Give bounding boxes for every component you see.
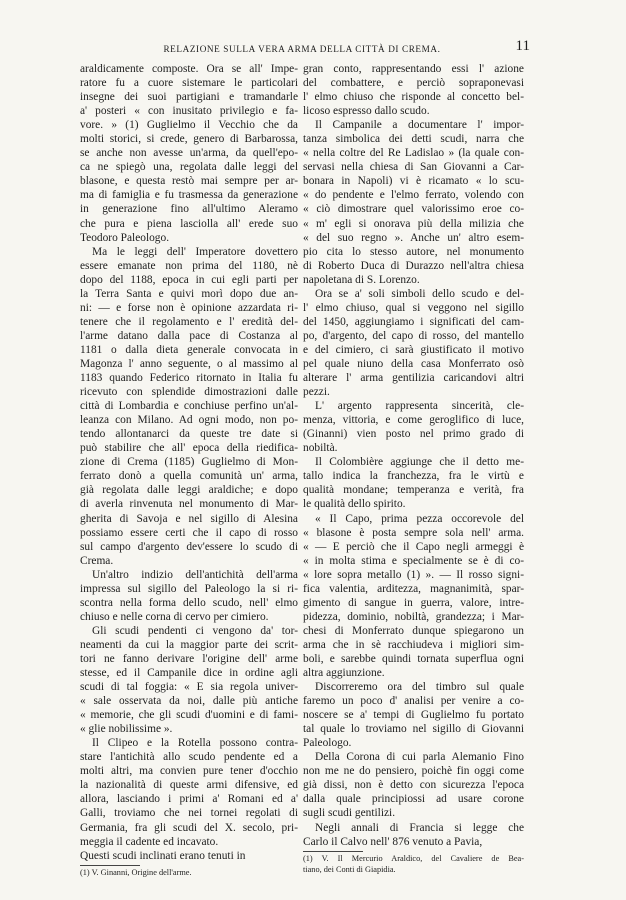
text-line: Il Colombière aggiunge che il detto me- (315, 456, 524, 469)
text-line: licoso espresso dallo scudo. (303, 105, 430, 118)
text-line: scudi di tal foggia: « E sia regola univer- (80, 681, 298, 694)
text-line: vore. » (1) Guglielmo il Vecchio che da (80, 119, 298, 132)
text-line: pidezza, dominio, nobiltà, grandezza; i Mar- (303, 610, 524, 623)
text-line: di averla rinvenuta nel monumento di Mar- (80, 498, 298, 511)
text-line: del 1450, aggiungiamo i significati del cam- (303, 315, 524, 328)
text-line: tendo allontanarci da queste tre date si (80, 428, 298, 441)
right-footnotes (303, 853, 524, 875)
text-line: (Ginanni) vien posto nel primo grado di (303, 428, 524, 441)
text-line: di Roberto Duca di Durazzo nell'altra chiesa (303, 259, 524, 272)
text-line: napoletana di S. Lorenzo. (303, 273, 420, 286)
text-line: Magonza l' anno seguente, o al massimo al (80, 357, 298, 370)
text-line: se anche non avesse un'arma, da quell'epo- (80, 147, 298, 160)
text-line: blasone, e questa restò mai sempre per ar- (80, 175, 298, 188)
text-line: Un'altro indizio dell'antichità dell'arma (92, 568, 298, 581)
text-line: 1181 o dalla dieta generale convocata in (80, 343, 298, 356)
text-line: pel quale niuno della casa Monferrato osò (303, 357, 524, 370)
text-line: arma che in sè racchiudeva i migliori sim- (303, 638, 524, 651)
text-line: altra aggiunzione. (303, 667, 385, 680)
text-line: « do pendente e l'elmo ferrato, volendo con (303, 189, 524, 202)
text-line: « Il Capo, prima pezza occorevole del (315, 512, 524, 525)
text-line: Teodoro Paleologo. (80, 231, 170, 244)
text-line: ni: — e forse non è opinione azzardata ri- (80, 301, 298, 314)
text-line: città di Lombardia e conchiuse perfino un'al- (80, 400, 298, 413)
text-line: Negli annali di Francia si legge che (315, 821, 524, 834)
text-line: già dissi, non è detto con sicurezza l'epoca (303, 779, 524, 792)
text-line: alterare l' arma gentilizia caricandovi altri (303, 372, 524, 385)
text-line: dalla quale principiossi ad usare corone (303, 793, 524, 806)
text-line: « in molta stima e specialmente se è di co- (303, 554, 524, 567)
text-line: tallo indica la franchezza, fra le virtù e (303, 470, 524, 483)
text-line: « nella coltre del Re Ladislao » (la quale con- (303, 147, 524, 160)
text-line: dopo del 1188, epoca in cui egli parti per (80, 273, 298, 286)
text-line: faremo un poco d' analisi per venire a co- (303, 695, 524, 708)
text-line: servasi nella chiesa di San Giovanni a Car- (303, 161, 524, 174)
text-line: allora, lasciando i primi a' Romani ed a' (80, 793, 298, 806)
text-line: ma di famiglia e fu trasmessa da generazione (80, 189, 298, 202)
text-line: bonara in Napoli) vi è ricamato « lo scu- (303, 175, 524, 188)
text-line: le qualità dello spirito. (303, 498, 406, 511)
text-line: « blasone è posta sempre sola nell' arma. (303, 526, 524, 539)
text-line: « del suo regno ». Anche un' altro esem- (303, 231, 524, 244)
text-line: Carlo il Calvo nell' 876 venuto a Pavia, (303, 835, 483, 848)
text-line: « — E perciò che il Capo negli armeggi è (303, 540, 524, 553)
text-line: qualità mondane; temperanza e verità, fra (303, 484, 524, 497)
text-line: pezzi. (303, 386, 330, 399)
text-line: stesse, ed il Campanile dice in ordine agli (80, 667, 298, 680)
right-column-text (303, 62, 524, 849)
text-line: gherita di Savoja e nel sigillo di Alesina (80, 512, 298, 525)
text-line: neamenti da cui la maggior parte dei scrit- (80, 638, 298, 651)
text-line: ratore fu a cuore sistemare le particolari (80, 77, 298, 90)
text-line: gran conto, rappresentando essi l' azione (303, 63, 524, 75)
text-line: « ciò dimostrare quel valorissimo eroe co- (303, 203, 524, 216)
left-footnotes (80, 867, 298, 878)
text-line: araldicamente composte. Ora se all' Impe- (80, 63, 298, 75)
text-line: Ora se a' soli simboli dello scudo e del- (315, 287, 524, 300)
text-line: 1183 quando Federico ritornato in Italia fu (80, 372, 298, 385)
text-line: po, d'argento, del capo di rosso, del mantello (303, 329, 524, 342)
text-line: sugli scudi gentilizi. (303, 807, 396, 820)
text-line: Paleologo. (303, 737, 352, 750)
text-line: Il Clipeo e la Rotella possono contra- (92, 737, 298, 750)
text-line: che pura e piena lasciolla all' erede suo (80, 217, 298, 230)
text-line: la nazionalità di queste armi difensive, ed (80, 779, 298, 792)
text-line: stare l'antichità allo scudo pendente ed a (80, 751, 298, 764)
text-line: meggia il cadente ed incavato. (80, 835, 219, 848)
text-line: Gli scudi pendenti ci vengono da' tor- (92, 624, 298, 637)
text-line: del combattere, e perciò sopraponevasi (303, 77, 524, 90)
text-line: Discorreremo ora del timbro sul quale (315, 681, 524, 694)
text-line: menza, vittoria, e come geroglifico di luce, (303, 414, 524, 427)
text-line: « memorie, che gli scudi d'uomini e di fami- (80, 709, 298, 722)
text-line: noscere se a' tempi di Guglielmo fu portato (303, 709, 524, 722)
text-line: non me ne do pensiero, poichè fin oggi come (303, 765, 524, 778)
text-line: l' elmo chiuso, qual si veggono nel sigillo (303, 301, 524, 314)
text-line: Ma le leggi dell' Imperatore dovettero (92, 245, 298, 258)
text-line: pio cita lo stesso autore, nel monumento (303, 245, 524, 258)
text-line: fica valentia, arditezza, magnanimità, spar- (303, 582, 524, 595)
text-line: già regolata dalle leggi araldiche; e dopo (80, 484, 298, 497)
text-line: tori ne fanno derivare l'origine dell' arme (80, 652, 298, 665)
text-line: Il Campanile a documentare l' impor- (315, 119, 524, 132)
text-line: chesi di Monferrato dunque spiegarono un (303, 624, 524, 637)
text-line: Germania, fra gli scudi del X. secolo, pri- (80, 821, 298, 834)
text-line: nobiltà. (303, 442, 338, 455)
text-line: sul campo d'argento dev'essere lo scudo di (80, 540, 298, 553)
text-line: scontra nella forma dello scudo, nell' elmo (80, 596, 298, 609)
text-line: Galli, troviamo che nei tornei regolati di (80, 807, 298, 820)
text-line: leanza con Milano. Ad ogni modo, non po- (80, 414, 298, 427)
text-line: a' posteri « con inusitato privilegio e fa- (80, 105, 298, 118)
text-line: Questi scudi inclinati erano tenuti in (80, 849, 246, 862)
text-line: possiamo essere certi che il capo di rosso (80, 526, 298, 539)
text-line: chiuso e nelle corna di cervo per cimiero. (80, 610, 269, 623)
text-line: ca ne spiegò una, regolata dalle leggi del (80, 161, 298, 174)
text-line: L' argento rappresenta sincerità, cle- (315, 400, 524, 413)
text-line: essere emanate non prima del 1180, nè (80, 259, 298, 272)
left-column (80, 62, 298, 878)
text-line: gimento di sangue in guerra, valore, intre- (303, 596, 524, 609)
text-line: boli, e sarebbe quindi tornata superflua ogni (303, 652, 524, 665)
text-line: tanza simbolica dei detti scudi, narra che (303, 133, 524, 146)
text-line: molti storici, si crede, genero di Barbarossa, (80, 133, 298, 146)
text-line: « lore sopra metallo (1) ». — Il rosso signi- (303, 568, 524, 581)
text-line: l'arme datano dalla pace di Costanza al (80, 329, 298, 342)
text-line: ferrato donò a quella comunità un' arma, (80, 470, 298, 483)
text-line: la Terra Santa e quivi morì dopo due an- (80, 287, 298, 300)
footnote-rule (80, 865, 140, 866)
right-column (303, 62, 524, 875)
left-column-text (80, 62, 298, 863)
footnote-line: tiano, dei Conti di Giapidia. (303, 864, 396, 874)
text-line: insegne dei suoi partigiani e tramandarle (80, 91, 298, 104)
text-line: in generazione fino all'ultimo Aleramo (80, 203, 298, 216)
text-line: tenere che il regolamento e l' eredità del- (80, 315, 298, 328)
text-line: « glie nobilissime ». (80, 723, 173, 736)
text-line: « sale osservata da noi, dalle più antiche (80, 695, 298, 708)
footnote-line: (1) V. Ginanni, Origine dell'arme. (80, 867, 192, 877)
text-line: « m' egli si onorava più della milizia che (303, 217, 524, 230)
page-number: 11 (515, 38, 530, 54)
text-line: zione di Crema (1185) Guglielmo di Mon- (80, 456, 298, 469)
text-line: l' elmo chiuso che risponde al concetto bel- (303, 91, 524, 104)
text-line: tal quale lo troviamo nel sigillo di Giovanni (303, 723, 524, 736)
text-line: Della Corona di cui parla Alemanio Fino (315, 751, 524, 764)
text-line: e del cimiero, ci sarà giustificato il motivo (303, 343, 524, 356)
text-line: molti altri, ma convien pure tener d'occhio (80, 765, 298, 778)
running-title: RELAZIONE SULLA VERA ARMA DELLA CITTÀ DI CREMA. (163, 44, 441, 54)
text-line: ricevuto con splendide dimostrazioni dalle (80, 386, 298, 399)
text-line: Crema. (80, 554, 114, 567)
text-line: può stabilire che all' epoca della riedifica- (80, 442, 298, 455)
footnote-rule (303, 851, 363, 852)
text-line: impressa sul sigillo del Paleologo la si ri- (80, 582, 298, 595)
footnote-line: (1) V. Il Mercurio Araldico, del Cavaliere de Bea- (303, 853, 524, 863)
